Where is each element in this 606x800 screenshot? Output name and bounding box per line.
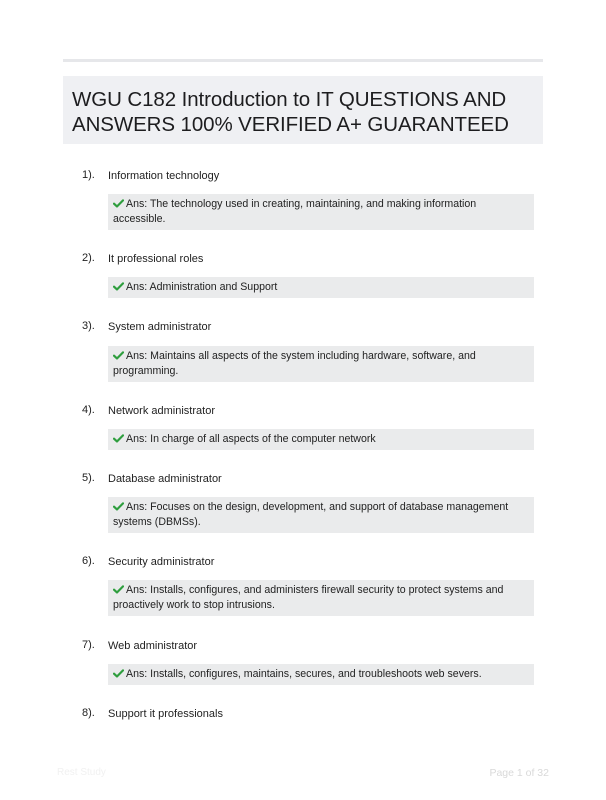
question-text: Network administrator [108,405,215,417]
question-number: 1). [82,169,95,181]
answer-text: Ans: The technology used in creating, maintaining, and making information accessible. [113,198,477,225]
answer-text: Ans: Installs, configures, and administers firewall security to protect systems and proactively work to stop intrusions. [113,584,504,611]
question-number: 7). [82,639,95,651]
answer-box [108,346,534,382]
answer-text: Ans: Installs, configures, maintains, secures, and troubleshoots web severs. [126,668,482,680]
check-icon [113,669,124,678]
question-text: It professional roles [108,253,204,265]
question-text: Information technology [108,170,220,182]
answer-box [108,194,534,230]
check-icon [113,502,124,511]
check-icon [113,282,124,291]
question-number: 3). [82,320,95,332]
question-text: Support it professionals [108,708,223,720]
question-number: 8). [82,707,95,719]
question-text: Web administrator [108,640,198,652]
document-title: WGU C182 Introduction to IT QUESTIONS AND ANSWERS 100% VERIFIED A+ GUARANTEED [72,88,509,136]
answer-text: Ans: Administration and Support [126,281,278,293]
check-icon [113,199,124,208]
answer-box [108,277,534,298]
footer-brand: Rest Study [57,767,106,778]
answer-text: Ans: Maintains all aspects of the system including hardware, software, and programming. [113,350,476,377]
question-number: 4). [82,404,95,416]
check-icon [113,434,124,443]
question-number: 6). [82,555,95,567]
page-number: Page 1 of 32 [489,767,549,779]
answer-box [108,429,534,450]
question-number: 5). [82,472,95,484]
question-text: Security administrator [108,556,215,568]
check-icon [113,351,124,360]
answer-text: Ans: In charge of all aspects of the computer network [126,433,376,445]
answer-text: Ans: Focuses on the design, development, and support of database management systems (DBMSs). [113,501,509,528]
answer-box [108,497,534,533]
check-icon [113,585,124,594]
answer-box [108,664,534,685]
answer-box [108,580,534,616]
question-number: 2). [82,252,95,264]
question-text: Database administrator [108,473,222,485]
question-text: System administrator [108,321,212,333]
